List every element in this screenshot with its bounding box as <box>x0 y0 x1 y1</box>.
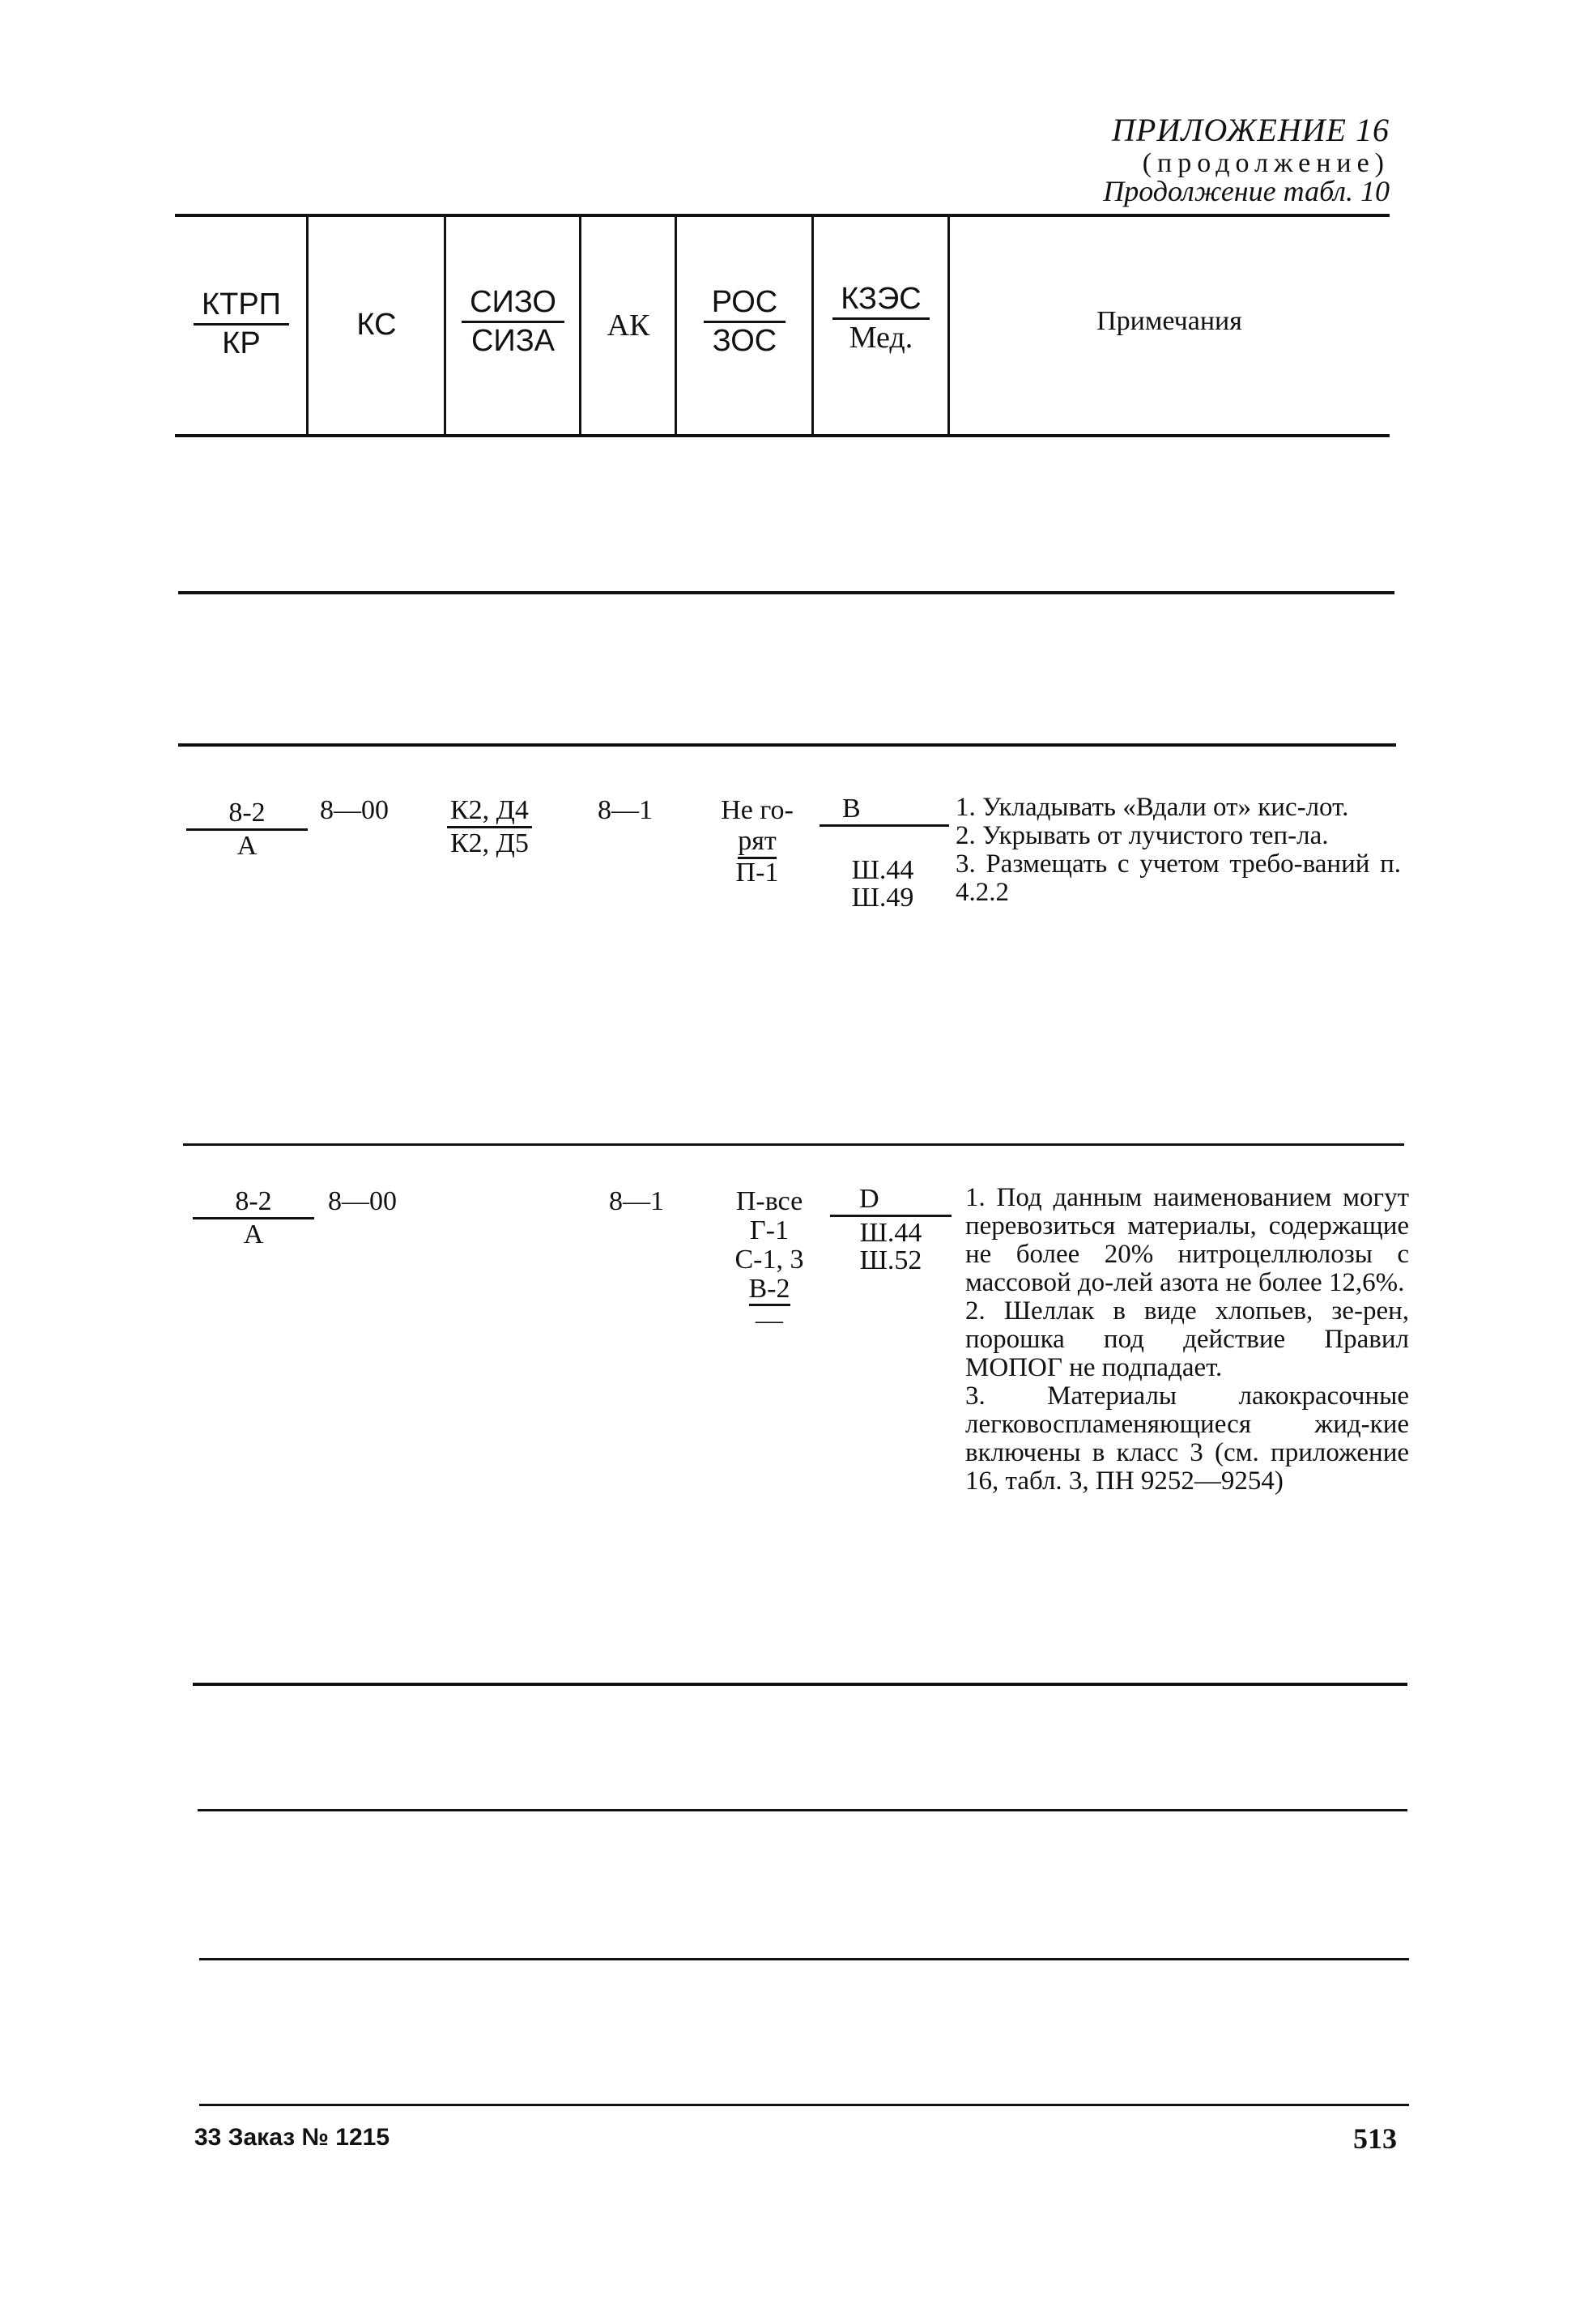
row-rule <box>178 591 1394 594</box>
row-rule <box>178 743 1396 747</box>
col-header-ak: АК <box>607 309 650 343</box>
row-rule <box>198 1809 1407 1811</box>
appendix-continuation: (продолжение) <box>1142 148 1390 178</box>
table-top-rule <box>175 214 1390 217</box>
row1-ks: 8—00 <box>320 795 389 825</box>
col-divider <box>811 217 814 437</box>
row1-ak: 8—1 <box>598 795 653 825</box>
row2-ak: 8—1 <box>609 1186 664 1216</box>
row-rule <box>199 1958 1409 1960</box>
col-header-ktrp-kr: $\frac{\text{КТРП}}{КР}$ <box>177 287 306 362</box>
col-divider <box>947 217 950 437</box>
col-header-notes: Примечания <box>1096 306 1242 336</box>
row-rule <box>193 1683 1407 1686</box>
col-divider <box>306 217 309 437</box>
appendix-title: ПРИЛОЖЕНИЕ 16 <box>1112 112 1390 148</box>
col-header-sizo-siza: $\frac{\text{СИЗО}}{\text{СИЗА}}$ <box>447 285 579 360</box>
row2-ks: 8—00 <box>328 1186 397 1216</box>
row2-med: Ш.44 Ш.52 <box>859 1218 922 1275</box>
col-divider <box>579 217 581 437</box>
row1-kzes: В <box>820 794 949 827</box>
page-number: 513 <box>1353 2122 1397 2155</box>
header-bottom-rule <box>175 434 1390 437</box>
row1-notes: 1. Укладывать «Вдали от» кис-лот. 2. Укрывать от лучистого теп-ла. 3. Размещать с учетом требо-ваний п. 4.2.2 <box>956 793 1401 907</box>
table-bottom-rule <box>199 2104 1409 2106</box>
row2-kzes: D <box>830 1184 952 1217</box>
table-continuation: Продолжение табл. 10 <box>1103 175 1390 207</box>
row1-med: Ш.44 Ш.49 <box>851 855 914 913</box>
row2-ros-zos: П-все Г-1 С-1, 3 В-2 — <box>734 1186 804 1335</box>
col-header-ks: КС <box>356 308 397 342</box>
row2-ktrp-kr: 8-2 А <box>193 1186 314 1251</box>
row-rule <box>183 1143 1404 1146</box>
row2-notes: 1. Под данным наименованием могут перевозиться материалы, содержащие не более 20% нитроцеллюлозы с массовой до-лей азота не более 12,6%. 2. Шеллак в виде хлопьев, зе-рен, порошка под действие Правил МОПОГ не подпадает. 3. Материалы лакокрасочные легковоспламеняющиеся жид-кие включены в класс 3 (см. приложение 16, табл. 3, ПН 9252—9254) <box>965 1183 1409 1496</box>
row1-ros-zos: Не го- рят П-1 <box>721 795 794 887</box>
col-header-ros-zos: $\frac{\text{РОС}}{\text{ЗОС}}$ <box>678 285 811 360</box>
row1-ktrp-kr: 8-2 А <box>186 798 308 862</box>
order-number: 33 Заказ № 1215 <box>194 2124 390 2151</box>
col-divider <box>675 217 677 437</box>
row1-sizo-siza: К2, Д4 К2, Д5 <box>447 795 532 860</box>
col-divider <box>444 217 446 437</box>
col-header-kzes-med: $\frac{\text{КЗЭС}}{\text{Мед.}}$ <box>815 282 947 356</box>
